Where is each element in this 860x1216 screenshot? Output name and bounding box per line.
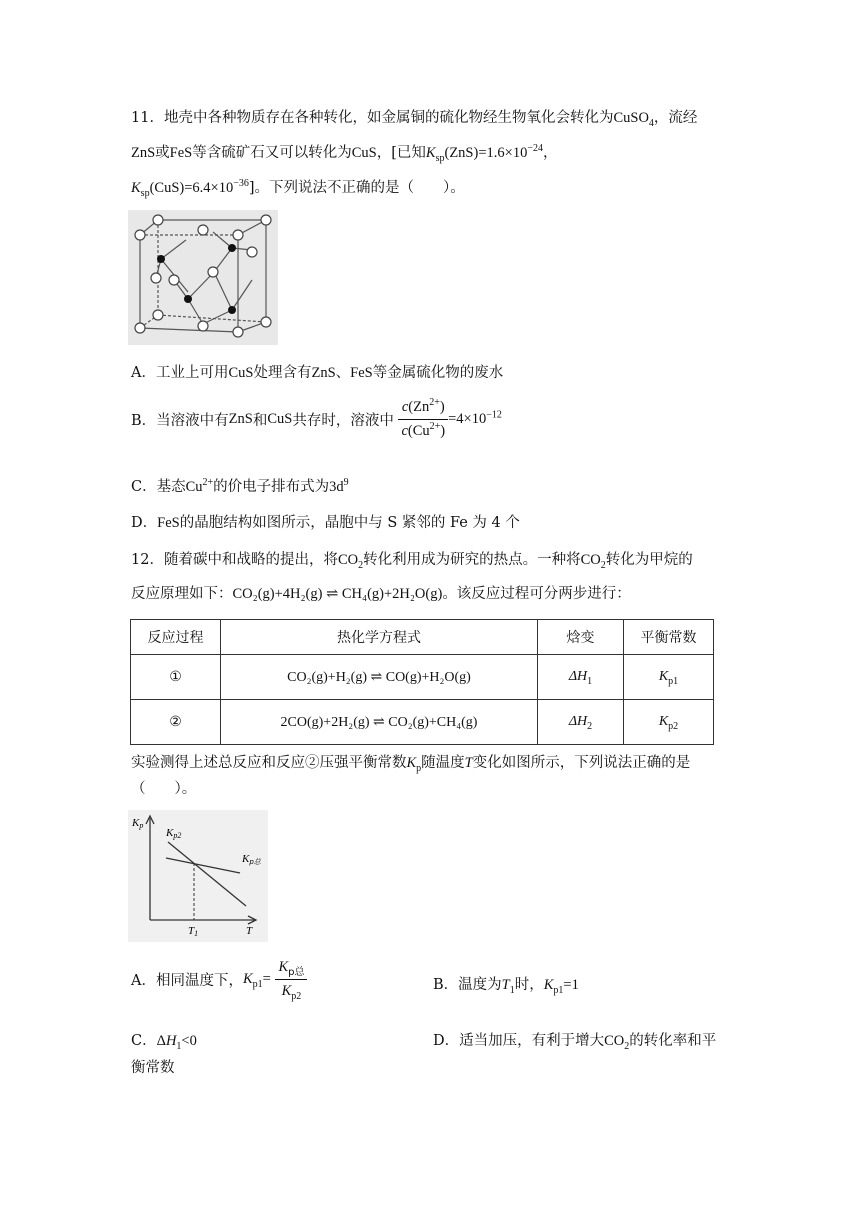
q11-line-3: $K_{sp}(CuS)=6.4\times 10^{-36}$]。下列说法不正确的是（ ）。 (131, 178, 465, 199)
reaction-table (130, 619, 714, 745)
zns-ksp: $(ZnS)=1.6\times 10^{-24}$ (444, 143, 543, 161)
svg-text:T1: T1 (188, 925, 199, 938)
table-row: ① CO₂(g)+H₂(g) ⇌ CO(g)+H₂O(g) $\Delta H_1$ $K_{p1}$ (131, 655, 714, 700)
q11-line-1: 11．地壳中各种物质存在各种转化，如金属铜的硫化物经生物氧化会转化为CuSO$_4$，流经 (131, 110, 698, 129)
svg-text:Kp2: Kp2 (166, 827, 182, 840)
q12-after-table: 实验测得上述总反应和反应②压强平衡常数$K_p$随温度T变化如图所示，下列说法正确的是 (131, 755, 691, 774)
q11-option-d[interactable]: D．FeS的晶胞结构如图所示，晶胞中与 S 紧邻的 Fe 为 4 个 (131, 515, 520, 531)
overall-equation: CO₂(g)+4H₂(g) ⇌ CH₄(g)+2H₂O(g) (232, 586, 443, 602)
q12-line-2: 反应原理如下：CO₂(g)+4H₂(g) ⇌ CH₄(g)+2H₂O(g)。该反应过程可分两步进行： (131, 586, 631, 602)
q12-line-1: 12．随着碳中和战略的提出，将$CO_2$转化利用成为研究的热点。一种将$CO_2$转化为甲烷的 (131, 552, 693, 571)
q12-option-a[interactable]: A．相同温度下，$K_{p1}=$ $\frac{K_{p总}}{K_{p2}}$ (131, 958, 307, 1001)
table-row: ② 2CO(g)+2H₂(g) ⇌ CO₂(g)+CH₄(g) $\Delta H_2$ $K_{p2}$ (131, 700, 714, 745)
kp-temperature-chart (128, 810, 268, 942)
table-header-row: 反应过程 热化学方程式 焓变 平衡常数 (131, 620, 714, 655)
fes-unit-cell-figure (128, 210, 278, 345)
svg-text:T: T (246, 925, 253, 937)
kp-ratio-fraction: $\frac{K_{p总}}{K_{p2}}$ (275, 958, 307, 1001)
q11-option-c[interactable]: C．基态$Cu^{2+}$的价电子排布式为$3d^9$ (131, 477, 349, 495)
ion-ratio-fraction: $\frac{c(Zn^{2+})}{c(Cu^{2+})}$ (398, 398, 448, 441)
q11-option-a[interactable]: A．工业上可用CuS处理含有ZnS、FeS等金属硫化物的废水 (131, 365, 504, 381)
q12-option-c[interactable]: C．$\Delta H_1<0$ (131, 1033, 197, 1052)
svg-text:Kp: Kp (132, 817, 144, 830)
q11-line-2: ZnS或FeS等含硫矿石又可以转化为CuS，[已知$K_{sp}(ZnS)=1.6\times 10^{-24}$， (131, 143, 558, 164)
cuso4-formula: CuSO$_4$ (613, 110, 654, 129)
q11-stem-1: 11．地壳中各种物质存在各种转化，如金属铜的硫化物经生物氧化会转化为 (131, 110, 614, 126)
q12-option-b[interactable]: B．温度为$T_1$时，$K_{p1}=1$ (433, 977, 579, 996)
q12-answer-paren: （ ）。 (131, 781, 197, 797)
q12-option-d[interactable]: D．适当加压，有利于增大$CO_2$的转化率和平 (433, 1033, 717, 1052)
svg-text:Kp总: Kp总 (242, 853, 261, 866)
q11-option-b[interactable]: B．当溶液中有ZnS和CuS共存时，溶液中 $\frac{c(Zn^{2+})}{c(Cu^{2+})}$ $=4\times 10^{-12}$ (131, 397, 502, 439)
cus-ksp: $(CuS)=6.4\times 10^{-36}$ (149, 178, 249, 196)
q12-option-d-cont: 衡常数 (131, 1060, 175, 1076)
